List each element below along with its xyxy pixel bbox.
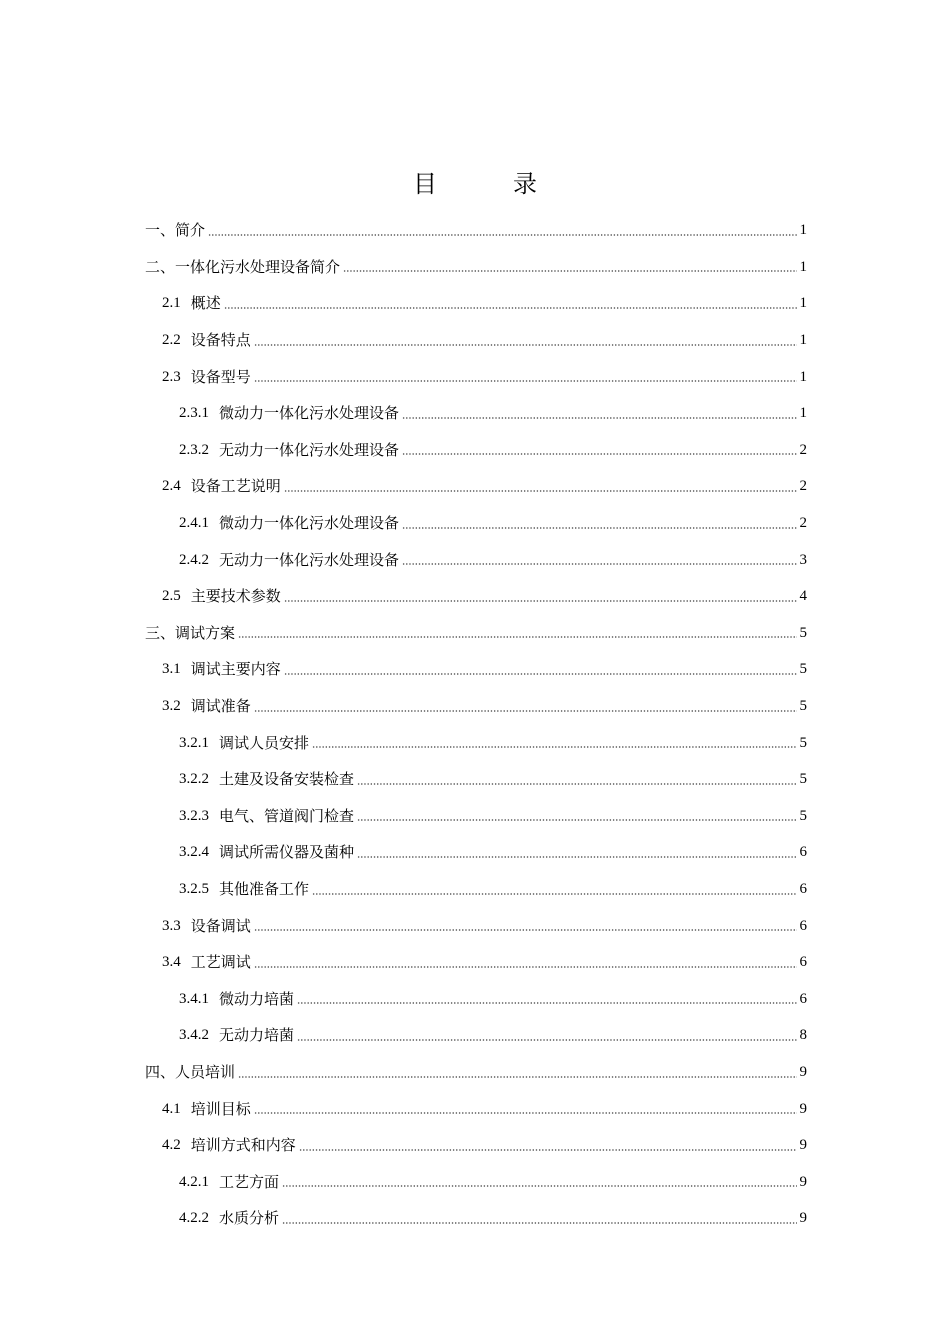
toc-entry[interactable] xyxy=(179,1164,807,1201)
toc-entry-number: 4.2 xyxy=(162,1137,181,1154)
toc-entry-title: 无动力一体化污水处理设备 xyxy=(219,440,400,459)
toc-entry[interactable] xyxy=(179,981,807,1018)
toc-dot-leader xyxy=(282,1185,796,1187)
toc-dot-leader xyxy=(254,1112,797,1114)
toc-entry[interactable] xyxy=(179,505,807,542)
toc-entry-title: 设备特点 xyxy=(190,331,251,350)
toc-entry-title: 一、简介 xyxy=(145,221,206,240)
toc-entry-page-number: 5 xyxy=(799,698,807,715)
toc-entry-number: 3.3 xyxy=(162,917,181,934)
toc-entry-title: 电气、管道阀门检查 xyxy=(219,806,355,825)
toc-entry[interactable] xyxy=(179,761,807,798)
toc-entry-number: 3.1 xyxy=(162,661,181,678)
toc-entry-title: 二、一体化污水处理设备简介 xyxy=(145,257,341,276)
toc-dot-leader xyxy=(254,710,797,712)
toc-entry-title: 水质分析 xyxy=(219,1209,280,1228)
toc-entry-page-number: 9 xyxy=(799,1137,807,1154)
toc-entry-number: 2.4.2 xyxy=(179,551,209,568)
toc-entry-number: 3.2.5 xyxy=(179,881,209,898)
toc-entry-title: 微动力一体化污水处理设备 xyxy=(219,514,400,533)
toc-entry[interactable] xyxy=(145,615,807,652)
toc-entry-page-number: 6 xyxy=(799,881,807,898)
toc-entry[interactable] xyxy=(179,724,807,761)
toc-entry-page-number: 5 xyxy=(799,807,807,824)
toc-entry-number: 2.2 xyxy=(162,332,181,349)
page-title: 目 录 xyxy=(413,170,563,198)
toc-entry-title: 其他准备工作 xyxy=(219,880,310,899)
toc-entry[interactable] xyxy=(179,541,807,578)
toc-entry[interactable] xyxy=(179,1200,807,1237)
toc-entry[interactable] xyxy=(162,1127,807,1164)
toc-entry-title: 设备工艺说明 xyxy=(190,477,281,496)
toc-entry-title: 工艺方面 xyxy=(219,1172,280,1191)
toc-entry-number: 4.1 xyxy=(162,1100,181,1117)
toc-entry-title: 微动力一体化污水处理设备 xyxy=(219,404,400,423)
toc-entry[interactable] xyxy=(145,212,807,249)
toc-entry[interactable] xyxy=(162,285,807,322)
toc-entry-title: 培训目标 xyxy=(190,1099,251,1118)
toc-dot-leader xyxy=(224,307,797,309)
toc-dot-leader xyxy=(357,856,796,858)
toc-entry-number: 3.4 xyxy=(162,954,181,971)
toc-entry-page-number: 6 xyxy=(799,917,807,934)
toc-entry-title: 调试人员安排 xyxy=(219,733,310,752)
toc-entry-title: 设备调试 xyxy=(190,916,251,935)
toc-entry-page-number: 5 xyxy=(799,624,807,641)
toc-dot-leader xyxy=(402,453,796,455)
toc-entry-page-number: 1 xyxy=(799,405,807,422)
toc-dot-leader xyxy=(343,270,796,272)
toc-entry-page-number: 5 xyxy=(799,734,807,751)
toc-entry-title: 调试准备 xyxy=(190,697,251,716)
toc-entry-page-number: 1 xyxy=(799,368,807,385)
toc-dot-leader xyxy=(312,746,796,748)
toc-dot-leader xyxy=(297,1002,796,1004)
toc-entry[interactable] xyxy=(179,1017,807,1054)
toc-entry-page-number: 1 xyxy=(799,332,807,349)
toc-entry[interactable] xyxy=(162,468,807,505)
toc-dot-leader xyxy=(238,636,796,638)
toc-entry-page-number: 5 xyxy=(799,771,807,788)
toc-entry-title: 工艺调试 xyxy=(190,953,251,972)
toc-entry-page-number: 9 xyxy=(799,1064,807,1081)
toc-entry[interactable] xyxy=(162,944,807,981)
toc-entry-page-number: 2 xyxy=(799,515,807,532)
toc-entry-title: 四、人员培训 xyxy=(145,1063,236,1082)
toc-entry-page-number: 1 xyxy=(799,222,807,239)
toc-entry-title: 土建及设备安装检查 xyxy=(219,770,355,789)
toc-entry-page-number: 9 xyxy=(799,1100,807,1117)
toc-entry-page-number: 2 xyxy=(799,441,807,458)
toc-entry-number: 2.4.1 xyxy=(179,515,209,532)
toc-entry-number: 3.4.1 xyxy=(179,990,209,1007)
toc-entry-number: 2.3.2 xyxy=(179,441,209,458)
toc-entry-page-number: 9 xyxy=(799,1210,807,1227)
toc-entry-page-number: 4 xyxy=(799,588,807,605)
toc-entry[interactable] xyxy=(179,871,807,908)
toc-entry[interactable] xyxy=(162,688,807,725)
toc-entry-page-number: 5 xyxy=(799,661,807,678)
toc-entry[interactable] xyxy=(162,1090,807,1127)
toc-dot-leader xyxy=(312,893,796,895)
toc-entry-title: 无动力培菌 xyxy=(219,1026,295,1045)
toc-entry-number: 2.3 xyxy=(162,368,181,385)
toc-entry[interactable] xyxy=(179,395,807,432)
toc-entry-number: 2.3.1 xyxy=(179,405,209,422)
toc-entry-number: 3.2.2 xyxy=(179,771,209,788)
toc-dot-leader xyxy=(238,1076,796,1078)
toc-entry-page-number: 6 xyxy=(799,954,807,971)
toc-entry-number: 3.2 xyxy=(162,698,181,715)
toc-entry[interactable] xyxy=(162,907,807,944)
toc-entry-title: 三、调试方案 xyxy=(145,623,236,642)
toc-dot-leader xyxy=(208,234,796,236)
toc-entry-page-number: 8 xyxy=(799,1027,807,1044)
toc-entry-page-number: 9 xyxy=(799,1173,807,1190)
toc-dot-leader xyxy=(357,783,796,785)
toc-entry-title: 调试所需仪器及菌种 xyxy=(219,843,355,862)
toc-dot-leader xyxy=(402,527,796,529)
toc-entry-number: 3.2.4 xyxy=(179,844,209,861)
toc-entry[interactable] xyxy=(145,1054,807,1091)
toc-dot-leader xyxy=(357,819,796,821)
toc-entry-number: 3.2.3 xyxy=(179,807,209,824)
toc-entry-number: 2.4 xyxy=(162,478,181,495)
toc-dot-leader xyxy=(284,490,797,492)
toc-entry-number: 2.5 xyxy=(162,588,181,605)
toc-entry-title: 设备型号 xyxy=(190,367,251,386)
toc-entry[interactable] xyxy=(162,358,807,395)
toc-entry[interactable] xyxy=(162,322,807,359)
toc-entry[interactable] xyxy=(162,651,807,688)
toc-dot-leader xyxy=(254,966,797,968)
toc-entry-number: 2.1 xyxy=(162,295,181,312)
toc-entry-title: 无动力一体化污水处理设备 xyxy=(219,550,400,569)
toc-dot-leader xyxy=(402,563,796,565)
toc-entry-number: 3.2.1 xyxy=(179,734,209,751)
toc-dot-leader xyxy=(284,600,797,602)
toc-dot-leader xyxy=(297,1039,796,1041)
toc-dot-leader xyxy=(254,380,797,382)
toc-entry-page-number: 1 xyxy=(799,258,807,275)
toc-entry[interactable] xyxy=(179,834,807,871)
toc-entry-title: 调试主要内容 xyxy=(190,660,281,679)
toc-entry-title: 微动力培菌 xyxy=(219,989,295,1008)
toc-entry-title: 主要技术参数 xyxy=(190,587,281,606)
toc-entry[interactable] xyxy=(162,578,807,615)
toc-dot-leader xyxy=(284,673,797,675)
toc-dot-leader xyxy=(282,1222,796,1224)
toc-entry-number: 3.4.2 xyxy=(179,1027,209,1044)
toc-entry-number: 4.2.2 xyxy=(179,1210,209,1227)
toc-entry-page-number: 3 xyxy=(799,551,807,568)
toc-dot-leader xyxy=(254,929,797,931)
toc-entry[interactable] xyxy=(145,249,807,286)
toc-entry-page-number: 6 xyxy=(799,990,807,1007)
toc-entry-page-number: 2 xyxy=(799,478,807,495)
toc-entry[interactable] xyxy=(179,432,807,469)
toc-entry-number: 4.2.1 xyxy=(179,1173,209,1190)
toc-dot-leader xyxy=(299,1149,797,1151)
toc-entry-page-number: 1 xyxy=(799,295,807,312)
toc-entry-page-number: 6 xyxy=(799,844,807,861)
toc-entry-title: 培训方式和内容 xyxy=(190,1136,296,1155)
toc-entry-title: 概述 xyxy=(190,294,221,313)
toc-dot-leader xyxy=(254,344,797,346)
toc-entry[interactable] xyxy=(179,798,807,835)
toc-dot-leader xyxy=(402,417,796,419)
